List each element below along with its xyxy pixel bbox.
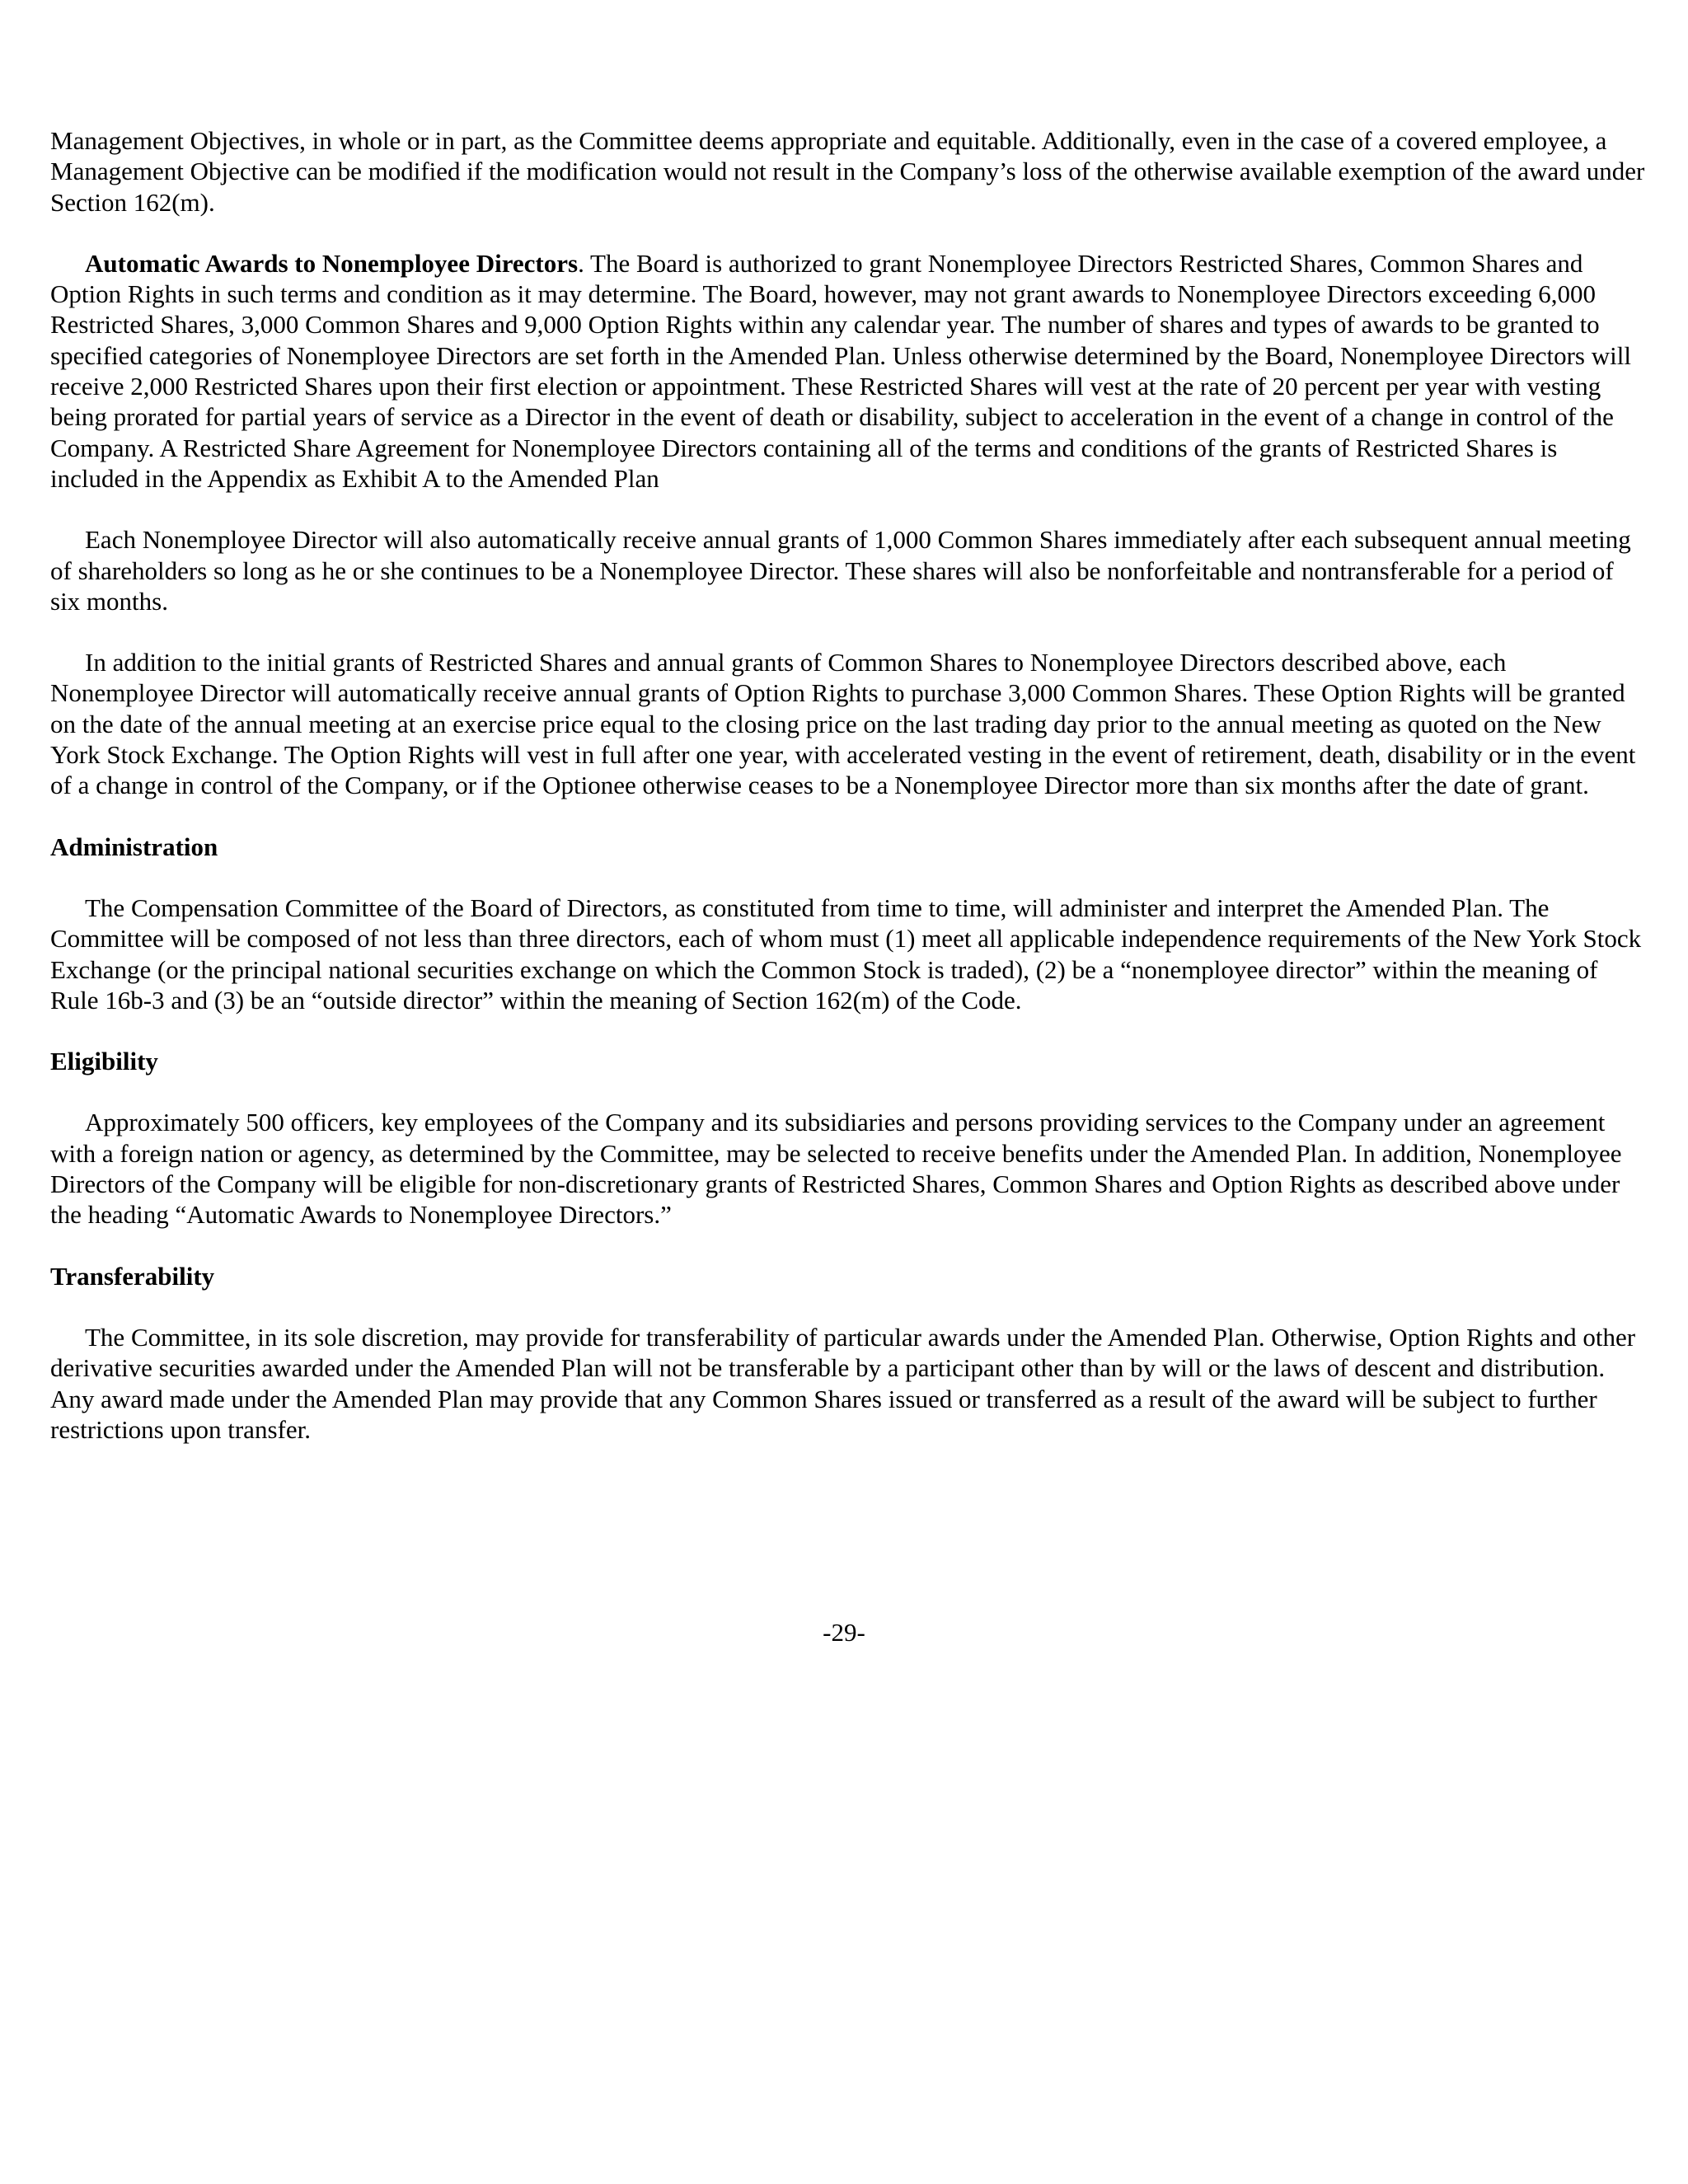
paragraph-management-objectives — [50, 125, 1645, 218]
paragraph-text: Management Objectives, in whole or in part, as the Committee deems appropriate and equitable. Additionally, even in the case of a covered employee, a Management Objective can be modified if the modification would not result in the Company’s loss of the otherwise available exemption of the award under Section 162(m). — [50, 126, 1645, 217]
paragraph-text: Approximately 500 officers, key employees of the Company and its subsidiaries and persons providing services to the Company under an agreement with a foreign nation or agency, as determined by the Committee, may be selected to receive benefits under the Amended Plan. In addition, Nonemployee Directors of the Company will be eligible for non-discretionary grants of Restricted Shares, Common Shares and Option Rights as described above under the heading “Automatic Awards to Nonemployee Directors.” — [50, 1108, 1622, 1230]
paragraph-eligibility — [50, 1107, 1645, 1230]
paragraph-text: The Committee, in its sole discretion, may provide for transferability of particular awards under the Amended Plan. Otherwise, Option Rights and other derivative securities awarded under the Amended Plan will not be transferable by a participant other than by will or the laws of descent and distribution. Any award made under the Amended Plan may provide that any Common Shares issued or transferred as a result of the award will be subject to further restrictions upon transfer. — [50, 1322, 1636, 1444]
run-in-heading: Automatic Awards to Nonemployee Directors — [85, 248, 579, 278]
paragraph-transferability — [50, 1322, 1645, 1445]
paragraph-text: In addition to the initial grants of Restricted Shares and annual grants of Common Shares to Nonemployee Directors described above, each Nonemployee Director will automatically receive annual grants of Option Rights to purchase 3,000 Common Shares. These Option Rights will be granted on the date of the annual meeting at an exercise price equal to the closing price on the last trading day prior to the annual meeting as quoted on the New York Stock Exchange. The Option Rights will vest in full after one year, with accelerated vesting in the event of retirement, death, disability or in the event of a change in control of the Company, or if the Optionee otherwise ceases to be a Nonemployee Director more than six months after the date of grant. — [50, 648, 1636, 800]
paragraph-automatic-awards — [50, 248, 1645, 494]
section-heading-transferability: Transferability — [50, 1261, 215, 1291]
document-page — [50, 125, 1645, 1475]
paragraph-annual-common-shares — [50, 524, 1645, 616]
section-heading-administration: Administration — [50, 832, 218, 861]
paragraph-text: The Compensation Committee of the Board of Directors, as constituted from time to time, will administer and interpret the Amended Plan. The Committee will be composed of not less than three directors, each of whom must (1) meet all applicable independence requirements of the New York Stock Exchange (or the principal national securities exchange on which the Common Stock is traded), (2) be a “nonemployee director” within the meaning of Rule 16b-3 and (3) be an “outside director” within the meaning of Section 162(m) of the Code. — [50, 893, 1642, 1015]
paragraph-text: Each Nonemployee Director will also automatically receive annual grants of 1,000 Common Shares immediately after each subsequent annual meeting of shareholders so long as he or she continues to be a Nonemployee Director. These shares will also be nonforfeitable and nontransferable for a period of six months. — [50, 525, 1631, 616]
paragraph-text: . The Board is authorized to grant Nonemployee Directors Restricted Shares, Common Shares and Option Rights in such terms and condition as it may determine. The Board, however, may not grant awards to Nonemployee Directors exceeding 6,000 Restricted Shares, 3,000 Common Shares and 9,000 Option Rights within any calendar year. The number of shares and types of awards to be granted to specified categories of Nonemployee Directors are set forth in the Amended Plan. Unless otherwise determined by the Board, Nonemployee Directors will receive 2,000 Restricted Shares upon their first election or appointment. These Restricted Shares will vest at the rate of 20 percent per year with vesting being prorated for partial years of service as a Director in the event of death or disability, subject to acceleration in the event of a change in control of the Company. A Restricted Share Agreement for Nonemployee Directors containing all of the terms and conditions of the grants of Restricted Shares is included in the Appendix as Exhibit A to the Amended Plan — [50, 248, 1631, 493]
paragraph-administration — [50, 893, 1645, 1015]
paragraph-option-rights — [50, 647, 1645, 800]
page-number: -29- — [823, 1618, 865, 1647]
section-heading-eligibility: Eligibility — [50, 1047, 158, 1076]
